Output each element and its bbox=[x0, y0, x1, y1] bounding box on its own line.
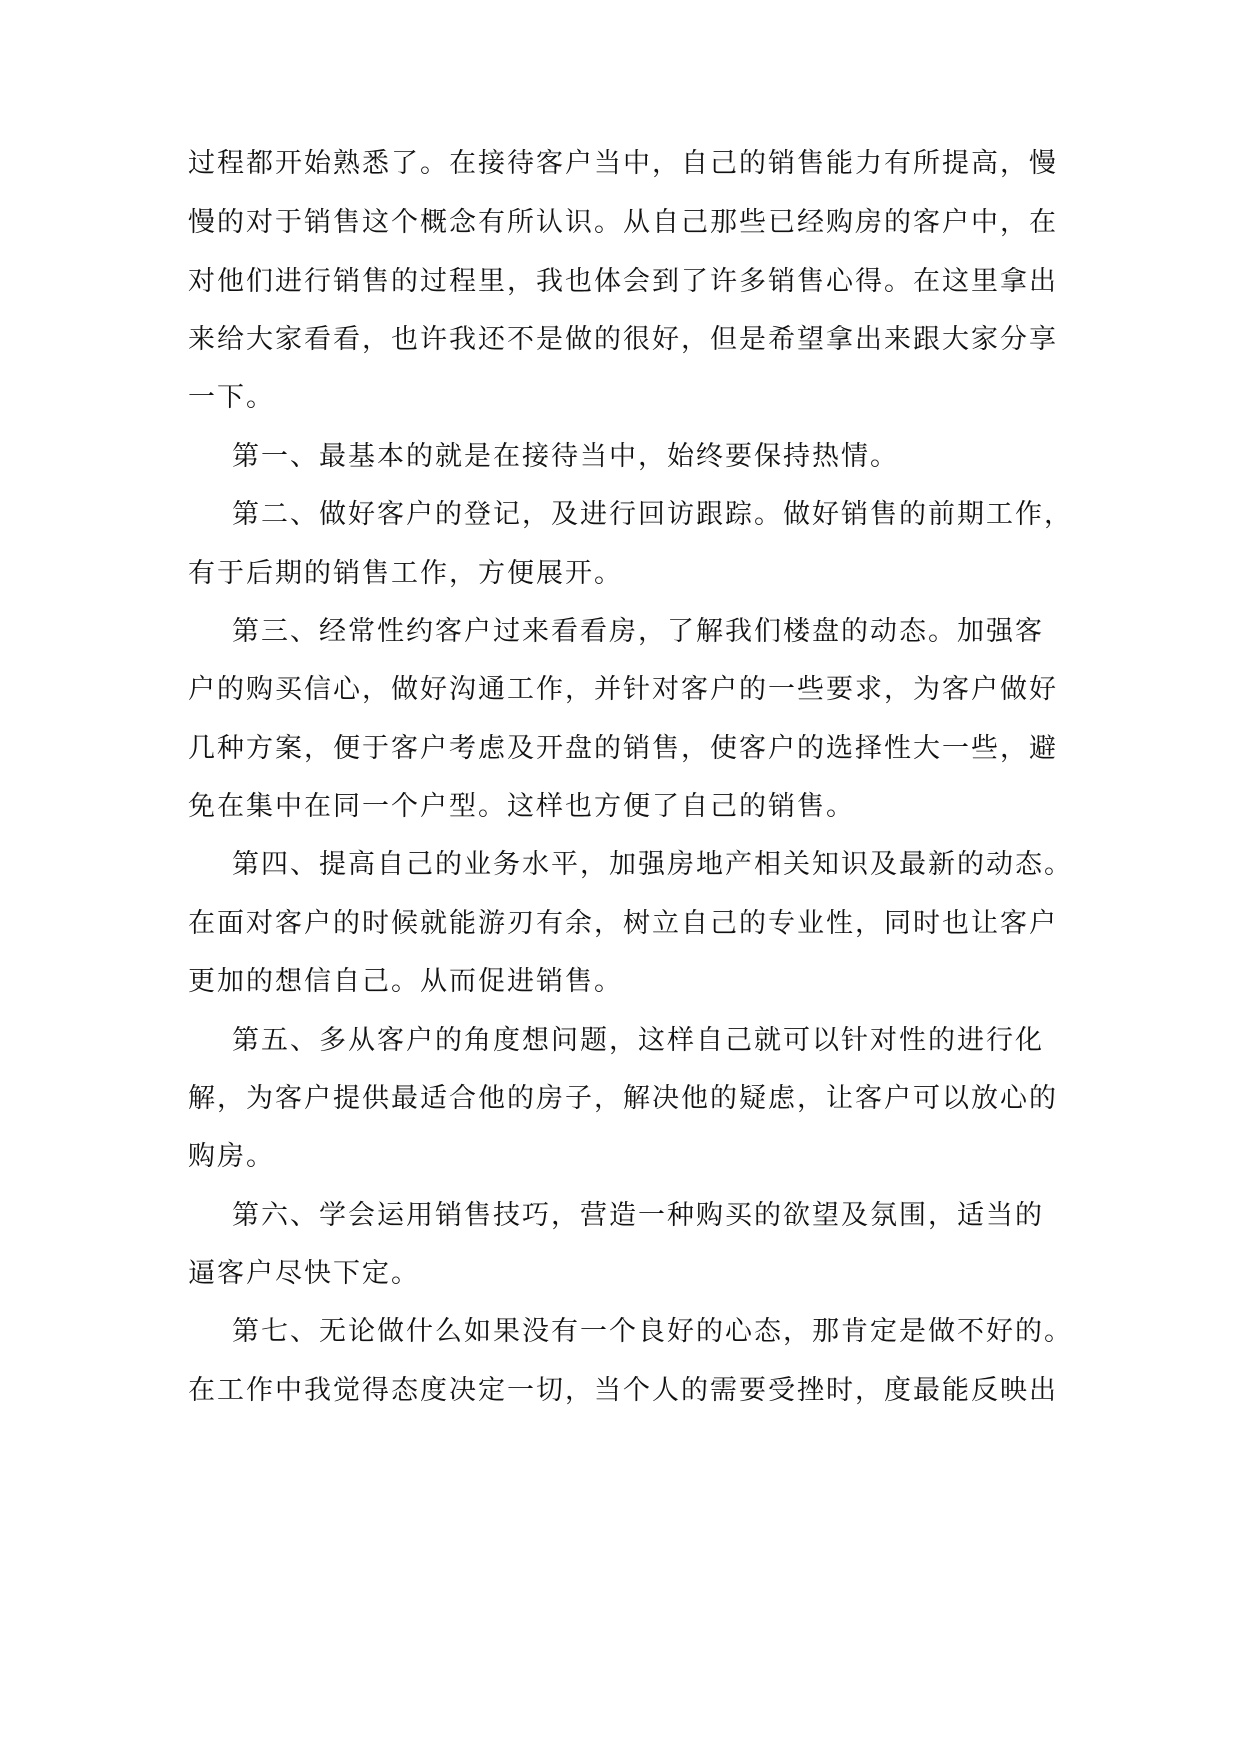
text-line: 更加的想信自己。从而促进销售。 bbox=[188, 966, 623, 997]
text-line: 有于后期的销售工作，方便展开。 bbox=[188, 558, 623, 589]
text-line: 来给大家看看，也许我还不是做的很好，但是希望拿出来跟大家分享 bbox=[188, 324, 1058, 355]
text-line: 第七、无论做什么如果没有一个良好的心态，那肯定是做不好的。 bbox=[232, 1316, 1073, 1347]
text-line: 慢的对于销售这个概念有所认识。从自己那些已经购房的客户中，在 bbox=[188, 207, 1058, 238]
text-line: 购房。 bbox=[188, 1141, 275, 1172]
text-line: 免在集中在同一个户型。这样也方便了自己的销售。 bbox=[188, 791, 855, 822]
text-line: 第六、学会运用销售技巧，营造一种购买的欲望及氛围，适当的 bbox=[232, 1200, 1044, 1231]
text-line: 一下。 bbox=[188, 382, 275, 413]
text-line: 第五、多从客户的角度想问题，这样自己就可以针对性的进行化 bbox=[232, 1025, 1044, 1056]
text-line: 户的购买信心，做好沟通工作，并针对客户的一些要求，为客户做好 bbox=[188, 674, 1058, 705]
text-line: 第一、最基本的就是在接待当中，始终要保持热情。 bbox=[232, 441, 899, 472]
text-line: 对他们进行销售的过程里，我也体会到了许多销售心得。在这里拿出 bbox=[188, 266, 1058, 297]
text-line: 几种方案，便于客户考虑及开盘的销售，使客户的选择性大一些，避 bbox=[188, 733, 1058, 764]
text-line: 第三、经常性约客户过来看看房，了解我们楼盘的动态。加强客 bbox=[232, 616, 1044, 647]
text-line: 在面对客户的时候就能游刃有余，树立自己的专业性，同时也让客户 bbox=[188, 908, 1058, 939]
text-line: 第四、提高自己的业务水平，加强房地产相关知识及最新的动态。 bbox=[232, 849, 1073, 880]
text-line: 在工作中我觉得态度决定一切，当个人的需要受挫时，度最能反映出 bbox=[188, 1375, 1058, 1406]
text-line: 解，为客户提供最适合他的房子，解决他的疑虑，让客户可以放心的 bbox=[188, 1083, 1058, 1114]
text-line: 逼客户尽快下定。 bbox=[188, 1258, 420, 1289]
text-line: 第二、做好客户的登记，及进行回访跟踪。做好销售的前期工作， bbox=[232, 499, 1073, 530]
text-line: 过程都开始熟悉了。在接待客户当中，自己的销售能力有所提高，慢 bbox=[188, 148, 1058, 179]
